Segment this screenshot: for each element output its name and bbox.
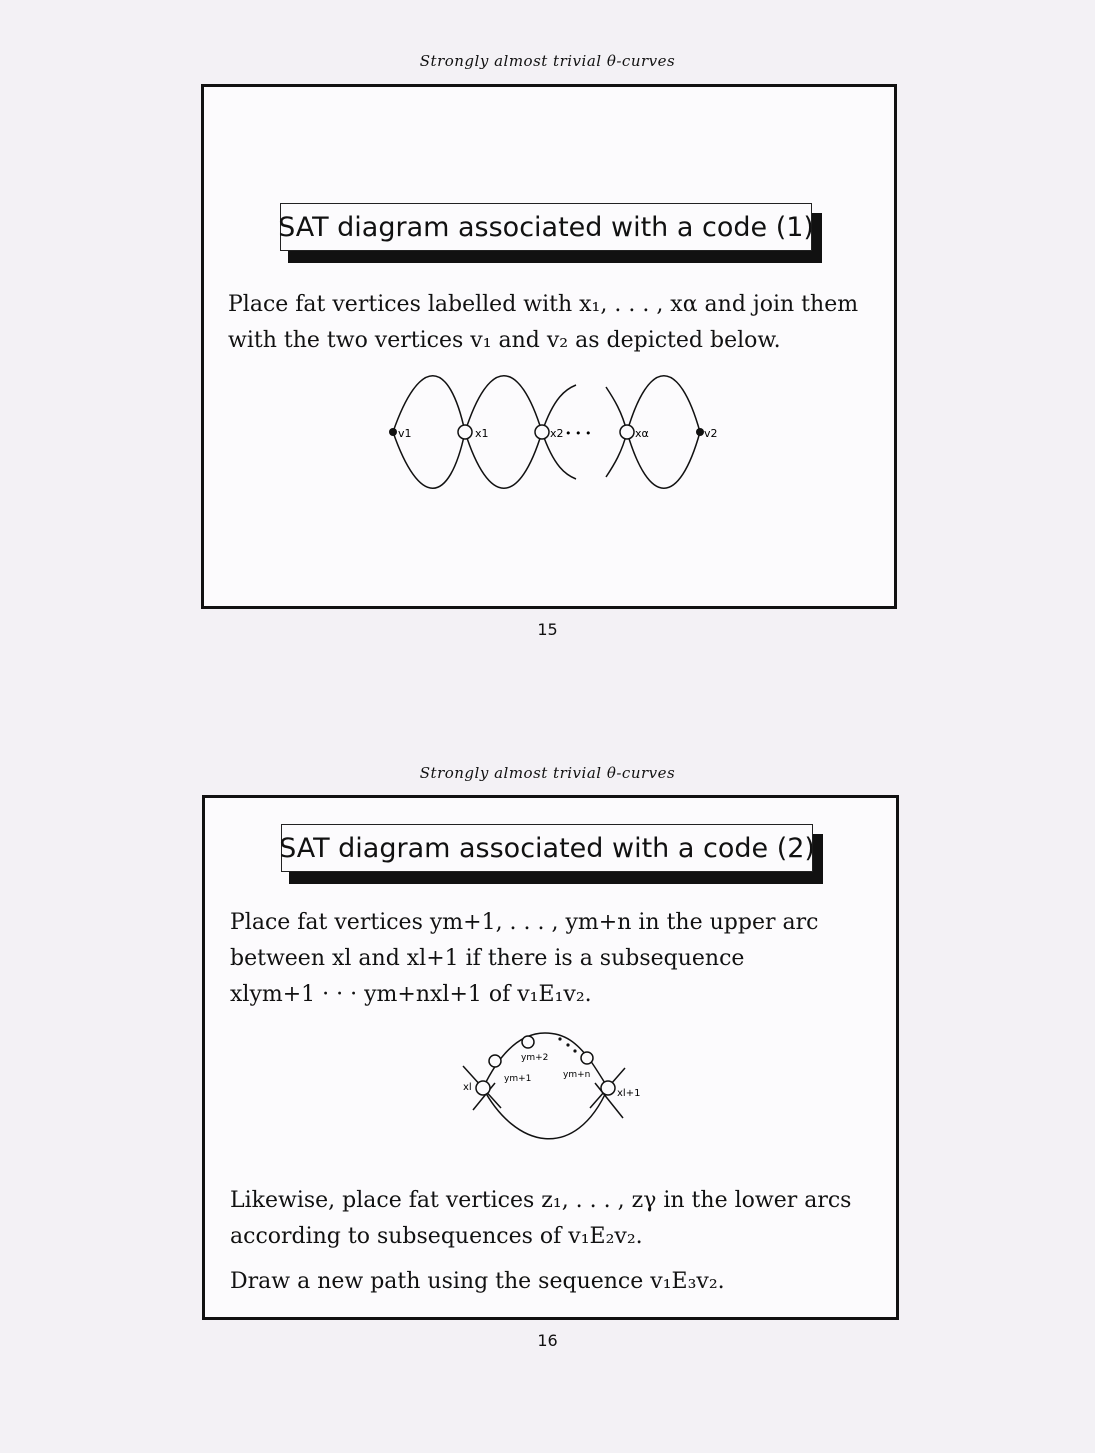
- arc-x1-x2-lower: [465, 432, 542, 488]
- dot-3: [573, 1049, 576, 1052]
- dot-2: [566, 1043, 569, 1046]
- label-ym2: ym+2: [521, 1053, 549, 1063]
- label-v1: v1: [398, 427, 412, 440]
- label-xl: xl: [463, 1082, 472, 1093]
- slide-body-text-3: [230, 1264, 725, 1300]
- label-ym1: ym+1: [504, 1074, 532, 1084]
- body-line-2: with the two vertices v₁ and v₂ as depicted below.: [228, 328, 781, 353]
- label-ymn: ym+n: [563, 1070, 591, 1080]
- body-line-3: xlym+1 · · · ym+nxl+1 of v₁E₁v₂.: [230, 982, 592, 1007]
- arc-v1-x1-upper: [393, 376, 465, 432]
- arc-x2-out-upper: [542, 385, 576, 432]
- slide-title: SAT diagram associated with a code (2): [281, 824, 813, 872]
- arc-v1-x1-lower: [393, 432, 465, 488]
- vertex-v1: [389, 428, 397, 436]
- body-line-6: Draw a new path using the sequence v₁E₃v₂.: [230, 1269, 725, 1294]
- fat-vertex-xl: [476, 1081, 490, 1095]
- label-x2: x2: [550, 427, 564, 440]
- fat-vertex-x1: [458, 425, 472, 439]
- slide-16: [202, 795, 899, 1320]
- slide-title: SAT diagram associated with a code (1): [280, 203, 812, 251]
- label-xl1: xl+1: [617, 1088, 641, 1099]
- body-line-1: Place fat vertices labelled with x₁, . . . , xα and join them: [228, 292, 859, 317]
- arc-xalpha-v2-lower: [627, 432, 700, 488]
- fat-vertex-xl1: [601, 1081, 615, 1095]
- fat-vertex-ymn: [581, 1052, 593, 1064]
- running-header-1: Strongly almost trivial θ-curves: [419, 52, 676, 70]
- fat-vertex-x2: [535, 425, 549, 439]
- body-line-4: Likewise, place fat vertices z₁, . . . , zγ in the lower arcs: [230, 1188, 852, 1213]
- fat-vertex-xalpha: [620, 425, 634, 439]
- fat-vertex-ym2: [522, 1036, 534, 1048]
- vertex-v2: [696, 428, 704, 436]
- theta-curve-diagram: [204, 87, 894, 606]
- body-line-2: between xl and xl+1 if there is a subsequence: [230, 946, 745, 971]
- label-dots: • • •: [565, 427, 592, 440]
- fat-vertex-ym1: [489, 1055, 501, 1067]
- label-v2: v2: [704, 427, 718, 440]
- page-number-16: 16: [537, 1331, 558, 1350]
- lower-arc: [483, 1088, 608, 1139]
- body-line-5: according to subsequences of v₁E₂v₂.: [230, 1224, 643, 1249]
- running-header-2: Strongly almost trivial θ-curves: [419, 764, 676, 782]
- arc-xalpha-v2-upper: [627, 376, 700, 432]
- page-number-15: 15: [537, 620, 558, 639]
- slide-15: [201, 84, 897, 609]
- arc-x1-x2-upper: [465, 376, 542, 432]
- label-xalpha: xα: [635, 427, 649, 440]
- dot-1: [558, 1037, 561, 1040]
- slide-body-text-2: [230, 1183, 851, 1255]
- label-x1: x1: [475, 427, 489, 440]
- body-line-1: Place fat vertices ym+1, . . . , ym+n in the upper arc: [230, 910, 819, 935]
